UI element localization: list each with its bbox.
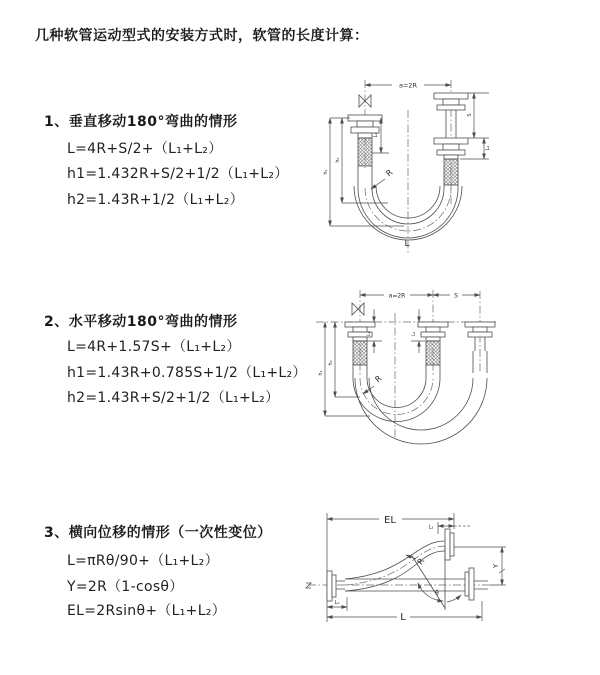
dim-label-l: L: [400, 612, 406, 623]
dim-label-h2: h₂: [328, 360, 334, 366]
valve-icon: [352, 303, 364, 315]
dim-label-h1: h₁: [318, 370, 324, 376]
braided-hose-section: [358, 138, 372, 166]
dim-label-y: Y: [492, 563, 500, 569]
moving-end-position-2: [465, 322, 495, 351]
fixed-end-assembly: [345, 322, 375, 365]
dimension-l-total: [327, 601, 482, 623]
hose-displaced-position: [345, 541, 445, 591]
dim-label-l2: L₂: [485, 145, 491, 151]
diagram-horizontal-180-bend: [308, 283, 600, 458]
diagram-lateral-displacement: [300, 500, 600, 645]
dimension-s: [433, 290, 480, 300]
formula-line: h1=1.432R+S/2+1/2（L₁+L₂）: [67, 166, 289, 182]
diagram-vertical-180-bend: [308, 68, 598, 268]
radius-callout: [371, 168, 395, 189]
radius-callout: [363, 374, 384, 394]
moving-end-assembly: [434, 93, 468, 185]
formula-line: Y=2R（1-cosθ）: [67, 579, 184, 595]
hose-u-bends: [353, 351, 487, 444]
dim-label-h2: h₂: [335, 157, 341, 163]
dimension-a2r: [365, 79, 451, 90]
dim-label-a2r: a=2R: [388, 292, 406, 300]
dim-label-s: S: [467, 113, 473, 117]
dim-label-el: EL: [384, 515, 396, 526]
dim-label-r: R: [415, 556, 427, 567]
dim-label-r: R: [373, 373, 384, 385]
fixed-end-assembly: [348, 115, 382, 166]
formula-line: L=πRθ/90+（L₁+L₂）: [67, 553, 219, 569]
formula-line: h2=1.43R+1/2（L₁+L₂）: [67, 192, 244, 208]
dim-label-r: R: [384, 167, 395, 179]
dimension-l2: [411, 309, 425, 353]
moving-end-position-1: [418, 322, 448, 365]
braided-hose-section: [426, 341, 440, 365]
formula-line: EL=2Rsinθ+（L₁+L₂）: [67, 603, 227, 619]
dimension-l1: [372, 118, 389, 153]
formula-line: h2=1.43R+S/2+1/2（L₁+L₂）: [67, 390, 280, 406]
dim-label-l2: L₂: [428, 524, 434, 531]
dim-label-h1: h₁: [323, 169, 329, 175]
formula-line: L=4R+1.57S+（L₁+L₂）: [67, 339, 241, 355]
braided-hose-section: [353, 341, 367, 365]
dim-label-l1: L₁: [367, 331, 372, 337]
fixed-flange: [327, 571, 345, 601]
braided-hose-section: [444, 159, 458, 185]
centerlines: [316, 290, 496, 439]
dimension-s: [467, 93, 489, 138]
dim-label-l-total: L: [404, 239, 410, 249]
dim-label-theta: θ: [435, 590, 439, 597]
dim-label-l2: L₂: [412, 331, 417, 337]
original-position-flange: [465, 568, 488, 600]
displaced-flange: [445, 529, 506, 560]
dimension-l1: [366, 309, 382, 353]
dim-label-s: S: [454, 292, 458, 300]
dimension-y: [490, 547, 506, 585]
section-1-heading: 1、垂直移动180°弯曲的情形: [44, 114, 238, 130]
dim-label-l1: L₁: [334, 600, 340, 606]
section-3-heading: 3、横向位移的情形（一次性变位）: [44, 525, 272, 541]
page-title: 几种软管运动型式的安装方式时，软管的长度计算：: [35, 28, 369, 44]
section-2-heading: 2、水平移动180°弯曲的情形: [44, 314, 238, 330]
dimension-a2r: [360, 290, 433, 300]
dim-label-l1: L₁: [373, 132, 379, 138]
break-mark: [306, 583, 311, 588]
formula-line: h1=1.43R+0.785S+1/2（L₁+L₂）: [67, 365, 307, 381]
dim-label-a2r: a=2R: [398, 81, 418, 90]
formula-line: L=4R+S/2+（L₁+L₂）: [67, 141, 223, 157]
